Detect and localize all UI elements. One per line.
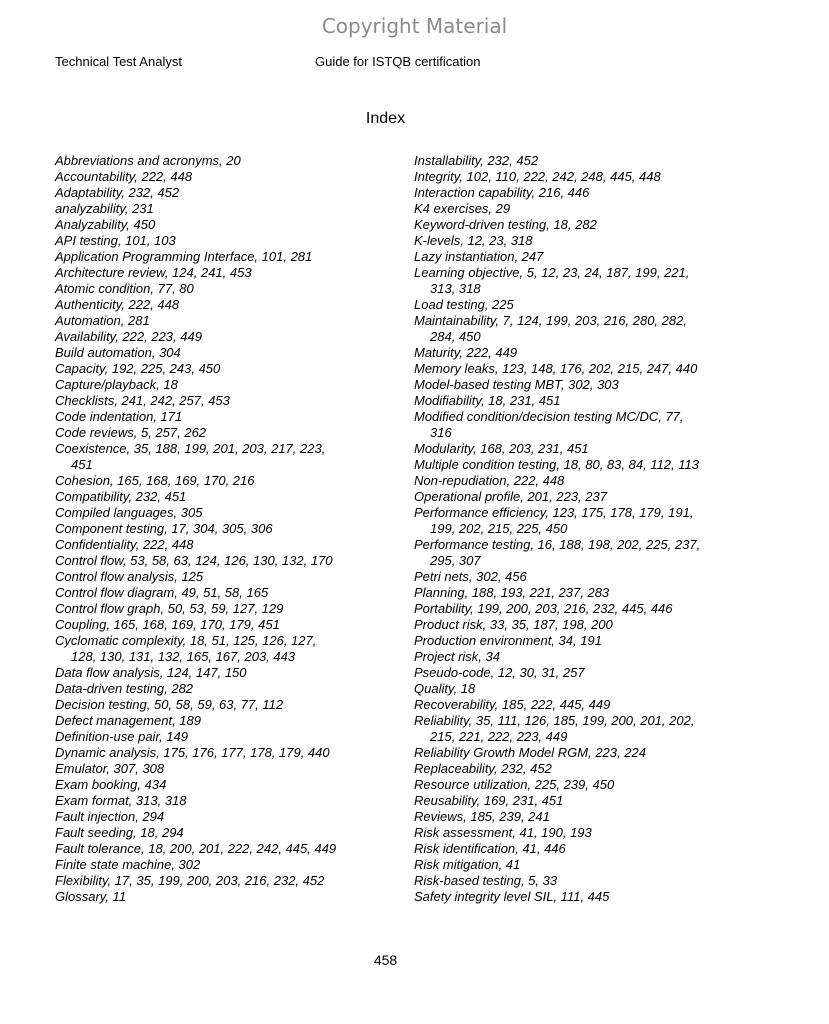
index-entry — [414, 409, 721, 441]
index-entry — [55, 809, 362, 825]
index-entry-text: Planning, 188, 193, 221, 237, 283 — [414, 585, 610, 600]
index-entry — [414, 857, 721, 873]
index-entry — [414, 457, 721, 473]
index-entry-text: Application Programming Interface, 101, 281 — [55, 249, 313, 264]
index-entry — [414, 377, 721, 393]
index-entry — [55, 537, 362, 553]
index-entry-text: Coupling, 165, 168, 169, 170, 179, 451 — [55, 617, 280, 632]
index-entry-text: Performance efficiency, 123, 175, 178, 179, 191, — [414, 505, 694, 520]
index-entry-text: Dynamic analysis, 175, 176, 177, 178, 179, 440 — [55, 745, 330, 760]
index-entry — [414, 665, 721, 681]
index-entry — [55, 153, 362, 169]
index-entry-text: Control flow, 53, 58, 63, 124, 126, 130, 132, 170 — [55, 553, 333, 568]
index-entry-text: Product risk, 33, 35, 187, 198, 200 — [414, 617, 613, 632]
index-entry-text: Reliability, 35, 111, 126, 185, 199, 200, 201, 202, — [414, 713, 695, 728]
index-entry-text: Abbreviations and acronyms, 20 — [55, 153, 241, 168]
index-entry-text: Capacity, 192, 225, 243, 450 — [55, 361, 221, 376]
index-entry-text: Pseudo-code, 12, 30, 31, 257 — [414, 665, 585, 680]
index-entry-text: Memory leaks, 123, 148, 176, 202, 215, 247, 440 — [414, 361, 698, 376]
index-entry — [55, 617, 362, 633]
index-entry — [55, 329, 362, 345]
index-entry-continuation: 295, 307 — [430, 553, 481, 568]
index-title: Index — [365, 110, 406, 127]
index-entry-text: Data flow analysis, 124, 147, 150 — [55, 665, 247, 680]
index-entry — [55, 169, 362, 185]
index-entry — [55, 793, 362, 809]
running-header-book-title: Technical Test Analyst — [55, 54, 182, 69]
index-entry-text: Load testing, 225 — [414, 297, 514, 312]
index-entry-text: Reviews, 185, 239, 241 — [414, 809, 550, 824]
index-entry-text: Decision testing, 50, 58, 59, 63, 77, 112 — [55, 697, 284, 712]
index-entry-text: Control flow analysis, 125 — [55, 569, 204, 584]
index-entry — [55, 505, 362, 521]
index-entry-text: Risk mitigation, 41 — [414, 857, 521, 872]
index-entry-text: Performance testing, 16, 188, 198, 202, 225, 237, — [414, 537, 701, 552]
index-entry-text: Risk-based testing, 5, 33 — [414, 873, 558, 888]
index-entry-text: Exam format, 313, 318 — [55, 793, 187, 808]
index-entry — [55, 889, 362, 905]
index-entry-text: Model-based testing MBT, 302, 303 — [414, 377, 619, 392]
index-entry-text: Emulator, 307, 308 — [55, 761, 165, 776]
index-entry — [55, 553, 362, 569]
index-entry — [55, 761, 362, 777]
index-entry-text: Adaptability, 232, 452 — [55, 185, 180, 200]
index-entry-text: Maturity, 222, 449 — [414, 345, 518, 360]
index-entry — [55, 313, 362, 329]
running-header-subtitle: Guide for ISTQB certification — [315, 54, 481, 69]
index-entry-text: Analyzability, 450 — [55, 217, 156, 232]
index-entry — [414, 169, 721, 185]
index-entry — [414, 601, 721, 617]
index-entry — [55, 425, 362, 441]
index-entry — [55, 249, 362, 265]
index-entry-text: Fault injection, 294 — [55, 809, 165, 824]
index-entry — [55, 569, 362, 585]
page-number: 458 — [373, 952, 398, 968]
index-entry-text: Definition-use pair, 149 — [55, 729, 188, 744]
index-entry — [414, 201, 721, 217]
index-entry — [55, 665, 362, 681]
index-entry — [414, 393, 721, 409]
index-entry-continuation: 313, 318 — [430, 281, 481, 296]
index-entry-text: Code reviews, 5, 257, 262 — [55, 425, 207, 440]
index-entry — [414, 441, 721, 457]
index-entry — [55, 233, 362, 249]
index-entry — [414, 233, 721, 249]
index-entry — [55, 409, 362, 425]
index-entry — [414, 505, 721, 537]
index-entry — [414, 185, 721, 201]
index-entry-text: Component testing, 17, 304, 305, 306 — [55, 521, 273, 536]
index-entry-text: Cohesion, 165, 168, 169, 170, 216 — [55, 473, 255, 488]
index-entry-text: Checklists, 241, 242, 257, 453 — [55, 393, 230, 408]
index-entry — [55, 873, 362, 889]
index-entry-text: Fault tolerance, 18, 200, 201, 222, 242, 445, 449 — [55, 841, 337, 856]
index-entry-text: Maintainability, 7, 124, 199, 203, 216, 280, 282, — [414, 313, 687, 328]
index-entry-continuation: 284, 450 — [430, 329, 481, 344]
index-entry-text: Confidentiality, 222, 448 — [55, 537, 194, 552]
index-entry — [55, 201, 362, 217]
index-entry-text: Interaction capability, 216, 446 — [414, 185, 590, 200]
index-entry — [414, 649, 721, 665]
copyright-banner: Copyright Material — [321, 14, 508, 38]
index-entry-text: Safety integrity level SIL, 111, 445 — [414, 889, 610, 904]
index-entry-text: Modified condition/decision testing MC/DC, 77, — [414, 409, 684, 424]
index-entry — [414, 777, 721, 793]
index-entry-continuation: 128, 130, 131, 132, 165, 167, 203, 443 — [71, 649, 296, 664]
index-entry-text: K-levels, 12, 23, 318 — [414, 233, 533, 248]
index-entry — [414, 313, 721, 345]
index-entry-text: Authenticity, 222, 448 — [55, 297, 180, 312]
index-entry-text: Accountability, 222, 448 — [55, 169, 193, 184]
index-entry-text: Compiled languages, 305 — [55, 505, 203, 520]
index-column-right — [414, 153, 721, 905]
index-entry-text: Architecture review, 124, 241, 453 — [55, 265, 252, 280]
index-entry — [55, 361, 362, 377]
index-entry — [414, 713, 721, 745]
index-entry-text: Glossary, 11 — [55, 889, 127, 904]
index-entry-text: Data-driven testing, 282 — [55, 681, 194, 696]
index-entry — [414, 265, 721, 297]
index-entry — [55, 777, 362, 793]
index-entry-continuation: 215, 221, 222, 223, 449 — [430, 729, 568, 744]
index-entry-text: API testing, 101, 103 — [55, 233, 176, 248]
index-entry — [55, 729, 362, 745]
index-entry-text: Build automation, 304 — [55, 345, 181, 360]
index-entry-text: Coexistence, 35, 188, 199, 201, 203, 217, 223, — [55, 441, 326, 456]
index-entry — [414, 217, 721, 233]
index-entry-text: Production environment, 34, 191 — [414, 633, 602, 648]
index-entry-text: Reliability Growth Model RGM, 223, 224 — [414, 745, 646, 760]
index-entry — [414, 825, 721, 841]
index-entry — [55, 377, 362, 393]
index-entry — [55, 745, 362, 761]
index-entry-text: Quality, 18 — [414, 681, 476, 696]
index-entry — [414, 633, 721, 649]
index-entry — [55, 185, 362, 201]
index-entry-text: analyzability, 231 — [55, 201, 154, 216]
index-entry-text: Capture/playback, 18 — [55, 377, 178, 392]
index-entry-text: Exam booking, 434 — [55, 777, 167, 792]
index-entry — [414, 761, 721, 777]
index-entry — [55, 265, 362, 281]
index-entry-text: Automation, 281 — [55, 313, 150, 328]
index-entry-text: Finite state machine, 302 — [55, 857, 201, 872]
index-entry-text: Lazy instantiation, 247 — [414, 249, 544, 264]
index-entry-text: Risk identification, 41, 446 — [414, 841, 566, 856]
index-entry-text: Integrity, 102, 110, 222, 242, 248, 445, 448 — [414, 169, 661, 184]
index-entry — [414, 841, 721, 857]
index-entry — [55, 697, 362, 713]
index-entry-text: K4 exercises, 29 — [414, 201, 511, 216]
index-entry-text: Multiple condition testing, 18, 80, 83, 84, 112, 113 — [414, 457, 699, 472]
index-entry — [55, 489, 362, 505]
index-entry — [55, 633, 362, 665]
index-entry — [55, 441, 362, 473]
index-entry — [414, 697, 721, 713]
index-entry-text: Keyword-driven testing, 18, 282 — [414, 217, 597, 232]
index-entry-text: Replaceability, 232, 452 — [414, 761, 552, 776]
index-entry-text: Cyclomatic complexity, 18, 51, 125, 126, 127, — [55, 633, 317, 648]
index-entry — [55, 857, 362, 873]
index-entry-continuation: 316 — [430, 425, 452, 440]
index-entry — [414, 249, 721, 265]
index-column-left — [55, 153, 362, 905]
index-entry-text: Availability, 222, 223, 449 — [55, 329, 202, 344]
index-entry — [55, 217, 362, 233]
index-entry — [414, 793, 721, 809]
index-entry — [414, 873, 721, 889]
index-entry — [55, 681, 362, 697]
index-entry — [55, 297, 362, 313]
index-entry — [414, 489, 721, 505]
index-entry-text: Control flow diagram, 49, 51, 58, 165 — [55, 585, 269, 600]
index-entry-text: Recoverability, 185, 222, 445, 449 — [414, 697, 611, 712]
index-entry-text: Compatibility, 232, 451 — [55, 489, 187, 504]
index-entry-continuation: 451 — [71, 457, 93, 472]
index-entry — [414, 569, 721, 585]
index-entry — [55, 841, 362, 857]
index-entry — [414, 889, 721, 905]
index-entry — [414, 809, 721, 825]
index-entry-text: Resource utilization, 225, 239, 450 — [414, 777, 615, 792]
index-entry — [55, 713, 362, 729]
index-entry — [55, 601, 362, 617]
index-entry-text: Project risk, 34 — [414, 649, 500, 664]
index-entry — [55, 825, 362, 841]
index-entry-text: Risk assessment, 41, 190, 193 — [414, 825, 592, 840]
index-entry-text: Reusability, 169, 231, 451 — [414, 793, 564, 808]
index-entry-text: Portability, 199, 200, 203, 216, 232, 445, 446 — [414, 601, 673, 616]
index-entry-text: Defect management, 189 — [55, 713, 201, 728]
index-entry — [414, 345, 721, 361]
index-entry-text: Learning objective, 5, 12, 23, 24, 187, 199, 221, — [414, 265, 690, 280]
index-entry-text: Flexibility, 17, 35, 199, 200, 203, 216, 232, 452 — [55, 873, 325, 888]
index-entry-text: Control flow graph, 50, 53, 59, 127, 129 — [55, 601, 284, 616]
index-entry-continuation: 199, 202, 215, 225, 450 — [430, 521, 568, 536]
index-entry — [414, 473, 721, 489]
index-entry-text: Atomic condition, 77, 80 — [55, 281, 194, 296]
index-entry — [55, 393, 362, 409]
index-entry-text: Petri nets, 302, 456 — [414, 569, 527, 584]
index-entry — [414, 537, 721, 569]
index-entry — [414, 361, 721, 377]
index-entry-text: Modularity, 168, 203, 231, 451 — [414, 441, 589, 456]
index-entry-text: Operational profile, 201, 223, 237 — [414, 489, 607, 504]
index-entry — [55, 473, 362, 489]
index-entry-text: Non-repudiation, 222, 448 — [414, 473, 565, 488]
index-entry — [55, 521, 362, 537]
index-entry-text: Code indentation, 171 — [55, 409, 183, 424]
index-entry-text: Modifiability, 18, 231, 451 — [414, 393, 561, 408]
index-entry — [414, 585, 721, 601]
index-entry — [55, 585, 362, 601]
index-entry — [414, 745, 721, 761]
index-entry — [414, 617, 721, 633]
index-entry — [414, 681, 721, 697]
index-entry — [414, 297, 721, 313]
index-entry-text: Installability, 232, 452 — [414, 153, 539, 168]
index-entry-text: Fault seeding, 18, 294 — [55, 825, 184, 840]
index-entry — [55, 345, 362, 361]
index-entry — [414, 153, 721, 169]
index-entry — [55, 281, 362, 297]
